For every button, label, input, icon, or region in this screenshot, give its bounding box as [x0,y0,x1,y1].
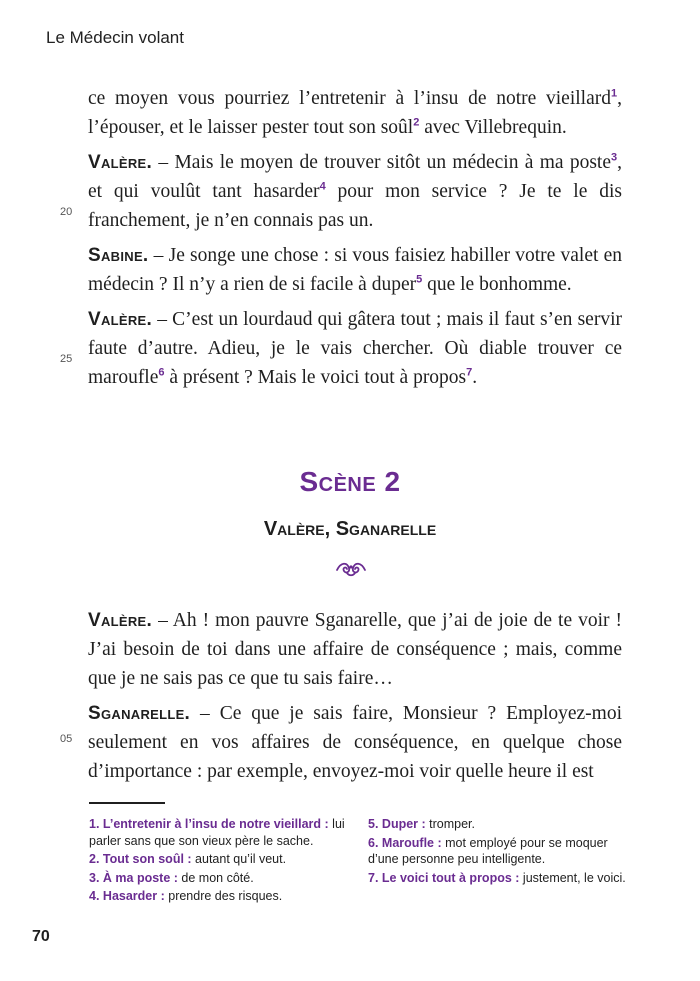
paragraph-sabine [88,241,622,299]
footnote-number: 7. [368,870,379,885]
footnote-term: À ma poste : [102,870,178,885]
text-run: – C’est un lourdaud qui gâtera tout ; mais il faut s’en servir faute d’autre. Adieu, je le vais chercher. Où diable trouver ce maroufle [88,309,622,388]
footnote-ref[interactable]: 5 [416,273,423,286]
dialogue-block-bottom [88,606,622,792]
speaker-name: Sganarelle. [88,703,191,724]
footnote-item [89,851,351,868]
speaker-name: Valère. [88,309,153,330]
footnote-ref[interactable]: 4 [319,180,326,193]
footnote-term: Hasarder : [102,889,165,903]
footnote-definition: justement, le voici. [519,870,626,885]
text-run: , l’épouser, et le laisser pester tout son soûl [88,88,622,138]
footnotes-right-column [368,816,630,888]
page-number: 70 [32,928,50,945]
footnote-number: 4. [89,889,100,903]
scene-characters: Valère, Sganarelle [263,518,437,540]
text-run: que le bonhomme. [422,274,572,295]
scene-title: Scène 2 [299,466,401,497]
speaker-name: Valère. [88,152,153,173]
text-run: . [472,367,478,388]
running-head: Le Médecin volant [46,28,184,47]
fleuron-ornament-icon [335,558,367,578]
footnote-ref[interactable]: 2 [413,116,420,129]
line-number: 25 [60,353,73,365]
footnote-term: Maroufle : [381,835,442,850]
paragraph-valere [88,606,622,693]
speaker-name: Sabine. [88,245,149,266]
footnote-definition: mot employé pour se moquer d’une personne peu intelligente. [368,835,608,866]
text-run: – Mais le moyen de trouver sitôt un médecin à ma poste [152,152,611,173]
footnote-term: Duper : [381,817,426,831]
footnote-item [368,835,630,868]
footnotes-left-column [89,816,351,907]
footnote-ref[interactable]: 1 [611,87,618,100]
text-run: à présent ? Mais le voici tout à propos [164,367,467,388]
footnote-definition: lui parler sans que son vieux père le sache. [89,817,345,848]
footnote-item [368,870,630,887]
text-run: pour mon service ? Je te le dis franchement, je n’en connais pas un. [88,181,622,231]
text-run: – Je songe une chose : si vous faisiez habiller votre valet en médecin ? Il n’y a rien de si facile à duper [88,245,622,295]
footnote-number: 2. [89,852,100,866]
paragraph-valere [88,305,622,392]
footnote-definition: de mon côté. [177,870,254,885]
footnote-definition: autant qu’il veut. [191,852,287,866]
footnote-term: Le voici tout à propos : [381,870,520,885]
text-run: – Ah ! mon pauvre Sganarelle, que j’ai de joie de te voir ! J’ai besoin de toi dans une affaire de conséquence ; mais, comme que je ne sais pas ce que tu sais faire… [88,610,622,689]
paragraph-valere [88,148,622,235]
footnote-definition: prendre des risques. [164,889,283,903]
footnote-item [89,888,351,905]
line-number: 05 [60,733,73,745]
text-run: ce moyen vous pourriez l’entretenir à l’insu de notre vieillard [88,88,611,109]
line-number: 20 [60,206,73,218]
footnote-item [368,816,630,833]
footnote-term: Tout son soûl : [102,852,192,866]
dialogue-block-top [88,84,622,398]
footnote-ref[interactable]: 3 [611,151,618,164]
paragraph-continuation [88,84,622,142]
text-run: – Ce que je sais faire, Monsieur ? Employez-moi seulement en vos affaires de conséquence, en quelque chose d’importance : par exemple, envoyez-moi voir quelle heure il est [88,703,622,782]
footnote-term: L’entretenir à l’insu de notre vieillard : [102,817,329,831]
footnote-ref[interactable]: 7 [466,366,473,379]
paragraph-sganarelle [88,699,622,786]
footnote-ref[interactable]: 6 [158,366,165,379]
footnote-number: 5. [368,817,379,831]
text-run: avec Villebrequin. [419,117,567,138]
footnote-rule [89,802,165,804]
footnote-number: 6. [368,835,379,850]
footnote-definition: tromper. [425,817,475,831]
text-run: , et qui voulût tant hasarder [88,152,622,202]
footnote-number: 1. [89,817,100,831]
speaker-name: Valère. [88,610,153,631]
footnote-number: 3. [89,870,100,885]
footnote-item [89,816,351,849]
footnote-item [89,870,351,887]
